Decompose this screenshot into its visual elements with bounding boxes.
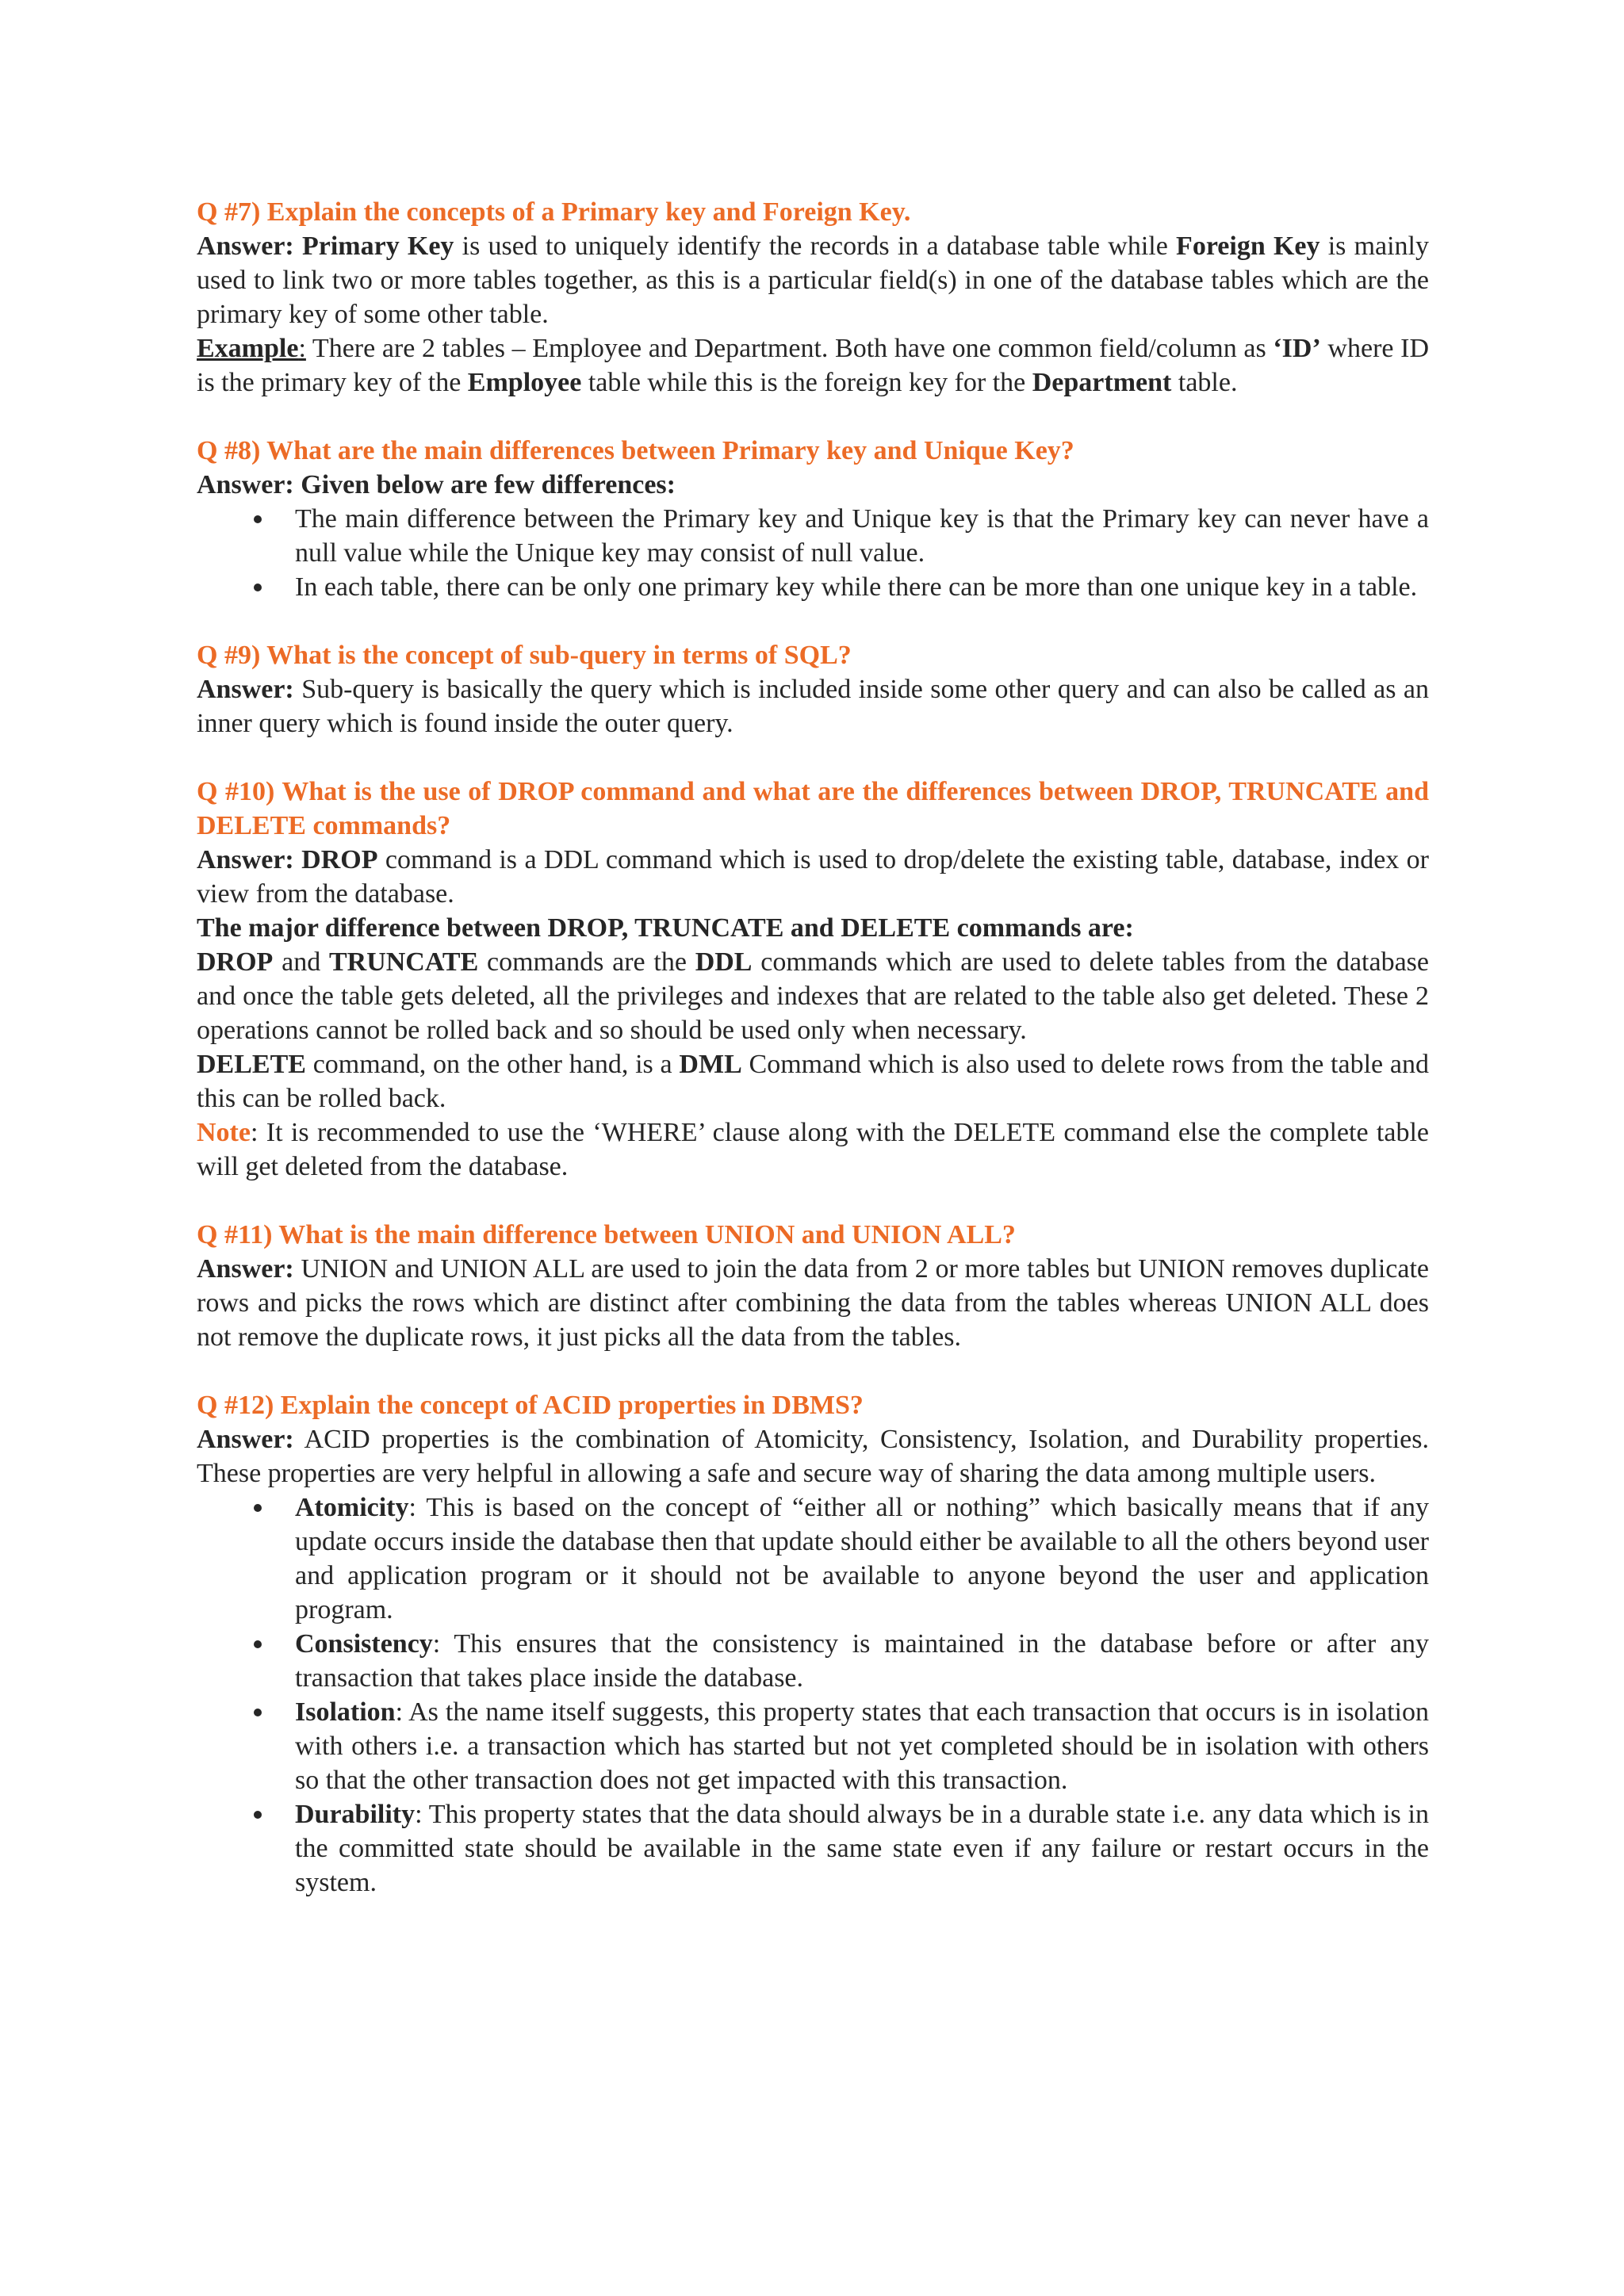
question-10 bbox=[197, 775, 1429, 1184]
bullet-icon bbox=[254, 1811, 262, 1819]
bullet-list bbox=[197, 1490, 1429, 1900]
bold-term: Foreign Key bbox=[1176, 232, 1320, 261]
answer-label: Answer: bbox=[197, 1425, 294, 1454]
body-text: table. bbox=[1171, 368, 1238, 397]
list-item bbox=[295, 1695, 1429, 1797]
question-title: Q #7) Explain the concepts of a Primary key and Foreign Key. bbox=[197, 197, 911, 227]
body-text: commands are the bbox=[478, 947, 695, 977]
question-title: Q #10) What is the use of DROP command and what are the differences between DROP, TRUNCATE and DELETE commands? bbox=[197, 777, 1429, 840]
body-text: Command which is also used to delete rows from the table and this can be rolled back. bbox=[197, 1050, 1429, 1113]
answer-label: Answer: bbox=[197, 845, 294, 874]
bold-term: Isolation bbox=[295, 1697, 396, 1727]
body-text: UNION and UNION ALL are used to join the data from 2 or more tables but UNION removes duplicate rows and picks the rows which are distinct after combining the data from the tables whereas UNION ALL does not remove the duplicate rows, it just picks all the data from the tables. bbox=[197, 1254, 1429, 1352]
body-text: is mainly used to link two or more tables together, as this is a particular field(s) in one of the database tables which are the primary key of some other table. bbox=[197, 232, 1429, 329]
answer-paragraph bbox=[197, 1422, 1429, 1490]
bold-term: Primary Key bbox=[301, 232, 454, 261]
bold-term: DML bbox=[679, 1050, 742, 1079]
example-label: Example bbox=[197, 334, 299, 363]
example-colon: : bbox=[298, 334, 306, 363]
body-text: : It is recommended to use the ‘WHERE’ clause along with the DELETE command else the complete table will get deleted from the database. bbox=[197, 1118, 1429, 1181]
bold-term: Employee bbox=[467, 368, 582, 397]
list-item-text: In each table, there can be only one primary key while there can be more than one unique key in a table. bbox=[295, 572, 1418, 602]
list-item-text: : This ensures that the consistency is maintained in the database before or after any transaction that takes place inside the database. bbox=[295, 1629, 1429, 1693]
question-11 bbox=[197, 1218, 1429, 1354]
answer-paragraph bbox=[197, 229, 1429, 331]
question-7 bbox=[197, 195, 1429, 400]
bullet-icon bbox=[254, 1709, 262, 1716]
body-paragraph bbox=[197, 1047, 1429, 1115]
question-title: Q #9) What is the concept of sub-query in terms of SQL? bbox=[197, 641, 852, 670]
bold-term: DROP bbox=[197, 947, 274, 977]
list-item-text: : This is based on the concept of “either all or nothing” which basically means that if any update occurs inside the database then that update should either be available to all the others beyond user and application program or it should not be available to anyone beyond the user and application program. bbox=[295, 1493, 1429, 1624]
note-label: Note bbox=[197, 1118, 251, 1147]
bullet-icon bbox=[254, 515, 262, 523]
list-item bbox=[295, 1627, 1429, 1695]
list-item-text: The main difference between the Primary key and Unique key is that the Primary key can never have a null value while the Unique key may consist of null value. bbox=[295, 504, 1429, 568]
bold-term: TRUNCATE bbox=[328, 947, 479, 977]
bold-term: DROP bbox=[301, 845, 378, 874]
body-text: table while this is the foreign key for the bbox=[581, 368, 1032, 397]
body-text: Sub-query is basically the query which is included inside some other query and can also be called as an inner query which is found inside the outer query. bbox=[197, 675, 1429, 738]
list-item-text: : This property states that the data should always be in a durable state i.e. any data which is in the committed state should be available in the same state even if any failure or restart occurs in the system. bbox=[295, 1800, 1429, 1897]
bold-term: Durability bbox=[295, 1800, 416, 1829]
question-9 bbox=[197, 638, 1429, 740]
question-title: Q #12) Explain the concept of ACID properties in DBMS? bbox=[197, 1391, 864, 1420]
bold-term: Consistency bbox=[295, 1629, 433, 1659]
bold-term: Atomicity bbox=[295, 1493, 409, 1522]
answer-paragraph bbox=[197, 672, 1429, 740]
bold-term: DELETE bbox=[197, 1050, 306, 1079]
list-item bbox=[295, 570, 1429, 604]
answer-label: Answer: bbox=[197, 1254, 294, 1284]
example-paragraph bbox=[197, 331, 1429, 400]
list-item bbox=[295, 1490, 1429, 1627]
question-title: Q #11) What is the main difference between UNION and UNION ALL? bbox=[197, 1220, 1016, 1249]
question-title: Q #8) What are the main differences between Primary key and Unique Key? bbox=[197, 436, 1074, 465]
answer-intro: Answer: Given below are few differences: bbox=[197, 470, 676, 499]
body-text: is used to uniquely identify the records in a database table while bbox=[454, 232, 1177, 261]
question-8 bbox=[197, 434, 1429, 604]
list-item bbox=[295, 1797, 1429, 1900]
bullet-icon bbox=[254, 584, 262, 591]
bold-term: ‘ID’ bbox=[1273, 334, 1321, 363]
body-text: ACID properties is the combination of Atomicity, Consistency, Isolation, and Durability properties. These properties are very helpful in allowing a safe and secure way of sharing the data among multiple users. bbox=[197, 1425, 1429, 1488]
body-text: command is a DDL command which is used to drop/delete the existing table, database, index or view from the database. bbox=[197, 845, 1429, 909]
body-text: command, on the other hand, is a bbox=[305, 1050, 680, 1079]
body-text: where ID is the primary key of the bbox=[197, 334, 1429, 397]
bold-term: DDL bbox=[695, 947, 753, 977]
body-text: and bbox=[273, 947, 329, 977]
bold-term: Department bbox=[1032, 368, 1172, 397]
bullet-list bbox=[197, 502, 1429, 604]
answer-paragraph bbox=[197, 843, 1429, 911]
answer-paragraph bbox=[197, 1252, 1429, 1354]
answer-label: Answer: bbox=[197, 675, 294, 704]
bullet-icon bbox=[254, 1640, 262, 1648]
note-paragraph bbox=[197, 1115, 1429, 1184]
list-item-text: : As the name itself suggests, this property states that each transaction that occurs is in isolation with others i.e. a transaction which has started but not yet completed should be in isolation with others so that the other transaction does not get impacted with this transaction. bbox=[295, 1697, 1429, 1795]
answer-label: Answer: bbox=[197, 232, 294, 261]
question-12 bbox=[197, 1388, 1429, 1900]
body-text: commands which are used to delete tables from the database and once the table gets deleted, all the privileges and indexes that are related to the table also get deleted. These 2 operations cannot be rolled back and so should be used only when necessary. bbox=[197, 947, 1429, 1045]
subheading: The major difference between DROP, TRUNCATE and DELETE commands are: bbox=[197, 913, 1134, 943]
bullet-icon bbox=[254, 1504, 262, 1512]
list-item bbox=[295, 502, 1429, 570]
body-text: There are 2 tables – Employee and Department. Both have one common field/column as bbox=[305, 334, 1274, 363]
body-paragraph bbox=[197, 945, 1429, 1047]
